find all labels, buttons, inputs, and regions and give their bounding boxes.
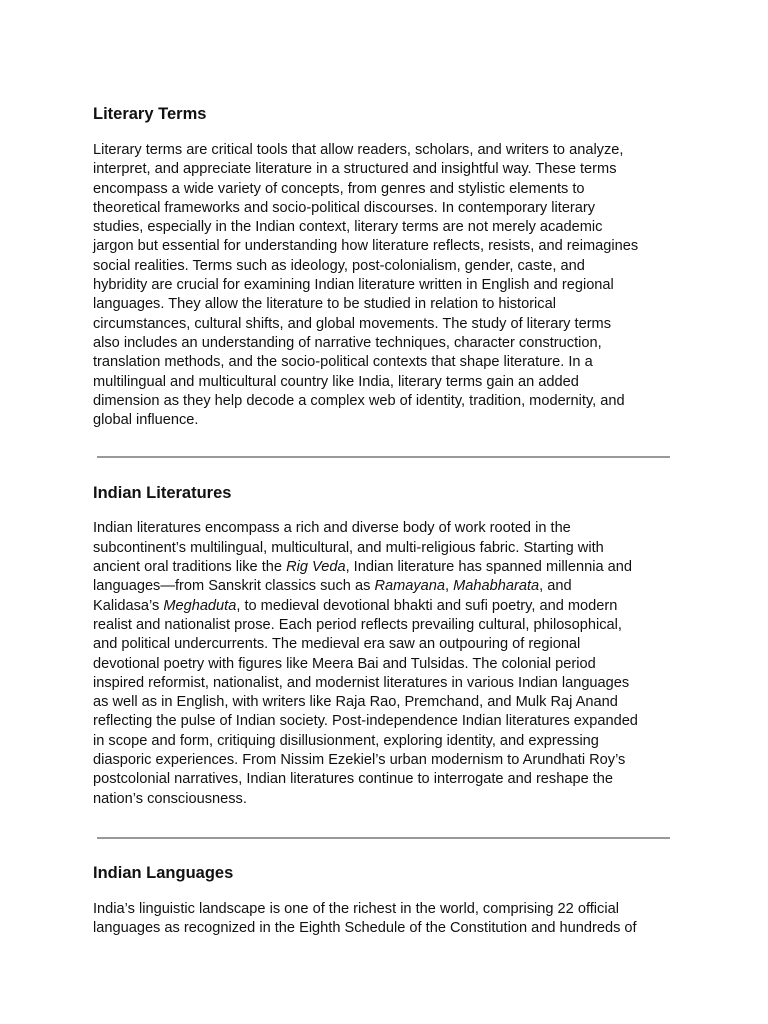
text-line: theoretical frameworks and socio-political discourses. In contemporary literary	[93, 199, 596, 216]
section-heading: Indian Languages	[93, 863, 234, 882]
text-line: circumstances, cultural shifts, and global movements. The study of literary terms	[93, 315, 612, 332]
text-line: encompass a wide variety of concepts, from genres and stylistic elements to	[93, 180, 585, 197]
text-line: reflecting the pulse of Indian society. Post-independence Indian literatures expanded	[93, 713, 638, 730]
text-line: also includes an understanding of narrative techniques, character construction,	[93, 334, 602, 351]
section-paragraph	[93, 519, 673, 808]
work-title: Mahabharata	[453, 578, 540, 595]
text-line: social realities. Terms such as ideology, post-colonialism, gender, caste, and	[93, 257, 585, 274]
text-line: diasporic experiences. From Nissim Ezekiel’s urban modernism to Arundhati Roy’s	[93, 752, 626, 769]
text-line: in scope and form, critiquing disillusionment, exploring identity, and expressing	[93, 732, 599, 749]
text-line: global influence.	[93, 412, 199, 429]
section-paragraph	[93, 900, 673, 939]
text-line	[93, 558, 673, 577]
text-line: jargon but essential for understanding how literature reflects, resists, and reimagines	[93, 238, 639, 255]
text-line: subcontinent’s multilingual, multicultural, and multi-religious fabric. Starting with	[93, 539, 604, 556]
text-line: realist and nationalist prose. Each period reflects prevailing cultural, philosophical,	[93, 616, 622, 633]
text-run: ,	[445, 578, 454, 595]
text-line: Literary terms are critical tools that allow readers, scholars, and writers to analyze,	[93, 142, 624, 158]
section-divider	[97, 837, 670, 839]
text-line: studies, especially in the Indian context, literary terms are not merely academic	[93, 219, 603, 236]
text-line: multilingual and multicultural country like India, literary terms gain an added	[93, 373, 579, 390]
text-run: , to medieval devotional bhakti and sufi poetry, and modern	[236, 597, 618, 614]
section-indian-languages	[93, 863, 673, 939]
text-line: languages. They allow the literature to be studied in relation to historical	[93, 296, 556, 313]
work-title: Meghaduta	[163, 597, 237, 614]
text-line: postcolonial narratives, Indian literatures continue to interrogate and reshape the	[93, 771, 614, 788]
text-line: Indian literatures encompass a rich and diverse body of work rooted in the	[93, 520, 571, 537]
text-line: devotional poetry with figures like Meera Bai and Tulsidas. The colonial period	[93, 655, 596, 672]
text-run: , Indian literature has spanned millennia and	[345, 559, 632, 576]
section-indian-literatures	[93, 483, 673, 808]
section-paragraph	[93, 141, 673, 430]
text-line: India’s linguistic landscape is one of the richest in the world, comprising 22 official	[93, 900, 619, 917]
text-line: inspired reformist, nationalist, and modernist literatures in various Indian languages	[93, 674, 630, 691]
text-line	[93, 577, 673, 596]
text-line: translation methods, and the socio-political contexts that shape literature. In a	[93, 354, 593, 371]
section-heading: Indian Literatures	[93, 484, 232, 503]
document-page	[93, 104, 673, 939]
text-line: as well as in English, with writers like Raja Rao, Premchand, and Mulk Raj Anand	[93, 694, 618, 711]
text-line: interpret, and appreciate literature in a structured and insightful way. These terms	[93, 161, 617, 178]
text-run: , and	[539, 578, 572, 595]
text-run: ancient oral traditions like the	[93, 559, 287, 576]
section-divider	[97, 456, 670, 458]
text-line	[93, 597, 673, 616]
work-title: Ramayana	[374, 578, 446, 595]
text-run: languages—from Sanskrit classics such as	[93, 578, 375, 595]
work-title: Rig Veda	[286, 559, 346, 576]
text-line: languages as recognized in the Eighth Schedule of the Constitution and hundreds of	[93, 920, 637, 937]
text-line: hybridity are crucial for examining Indian literature written in English and regional	[93, 277, 614, 294]
section-literary-terms	[93, 104, 673, 430]
text-line: dimension as they help decode a complex web of identity, tradition, modernity, and	[93, 392, 625, 409]
text-run: Kalidasa’s	[93, 597, 164, 614]
section-heading: Literary Terms	[93, 105, 207, 123]
text-line: and political undercurrents. The medieval era saw an outpouring of regional	[93, 636, 581, 653]
text-line: nation’s consciousness.	[93, 790, 247, 807]
